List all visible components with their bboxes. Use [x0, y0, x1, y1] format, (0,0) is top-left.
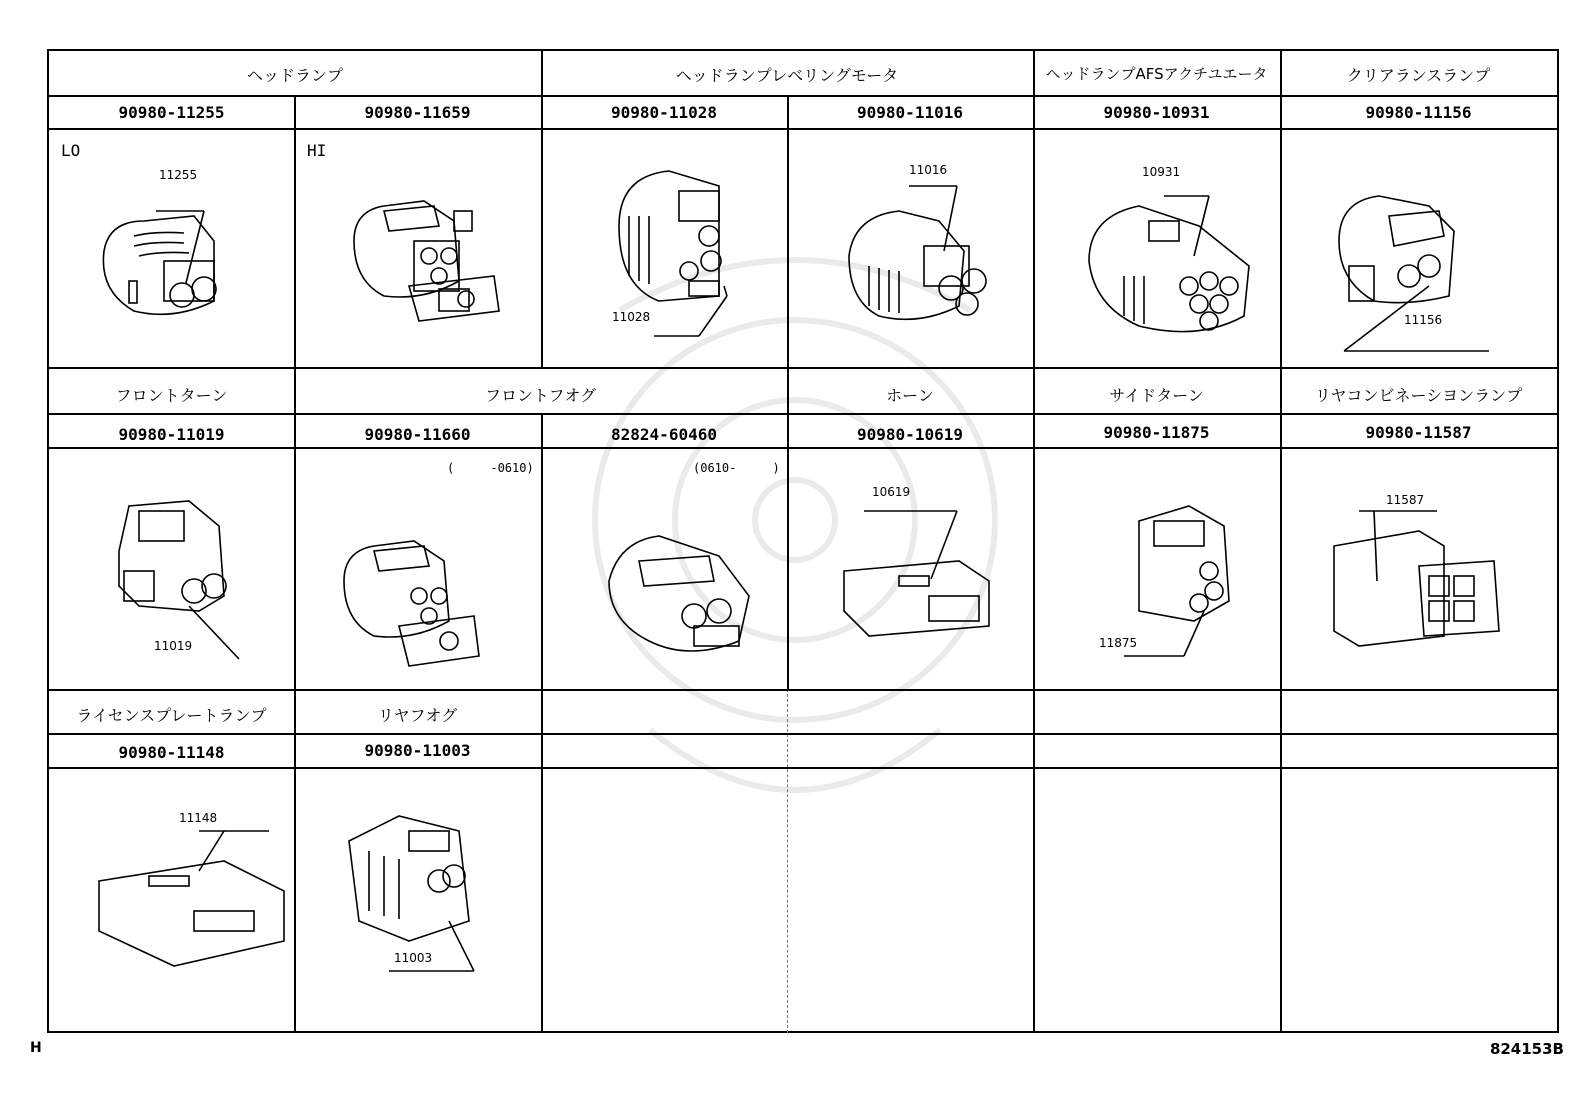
callout-10931: 10931	[1142, 165, 1181, 179]
category-front-fog: フロントフオグ	[484, 386, 597, 405]
callout-11028: 11028	[612, 310, 651, 324]
connector-11003-drawing	[339, 801, 529, 981]
connector-82824-60460-drawing	[599, 511, 779, 681]
part-number: 90980-11016	[857, 103, 963, 122]
connector-11587-drawing	[1329, 506, 1519, 676]
figure-id: 824153B	[1489, 1040, 1564, 1058]
category-horn: ホーン	[886, 386, 934, 405]
callout-11875: 11875	[1099, 636, 1138, 650]
connector-table	[47, 49, 1559, 1033]
callout-11148: 11148	[179, 811, 218, 825]
connector-10931-drawing	[1079, 176, 1269, 346]
connector-11148-drawing	[94, 831, 294, 981]
category-side-turn: サイドターン	[1109, 386, 1204, 405]
category-rear-combination-lamp: リヤコンビネーシヨンランプ	[1314, 386, 1523, 405]
category-headlamp: ヘッドランプ	[246, 66, 343, 85]
category-leveling-motor: ヘッドランプレベリングモータ	[675, 66, 899, 85]
connector-10619-drawing	[839, 501, 1019, 651]
callout-11587: 11587	[1386, 493, 1425, 507]
hi-note: HI	[307, 141, 327, 160]
connector-11019-drawing	[109, 491, 289, 671]
corner-mark: H	[30, 1040, 42, 1056]
part-number: 90980-11028	[611, 103, 717, 122]
connector-11660-drawing	[334, 511, 514, 691]
part-number: 90980-11875	[1103, 423, 1210, 442]
part-number: 90980-11660	[364, 425, 471, 444]
part-number: 90980-11156	[1365, 103, 1472, 122]
part-number: 90980-11148	[118, 743, 225, 762]
callout-10619: 10619	[872, 485, 911, 499]
callout-11019: 11019	[154, 639, 193, 653]
connector-11016-drawing	[839, 176, 1019, 346]
part-number: 90980-10931	[1103, 103, 1210, 122]
lo-note: LO	[61, 141, 81, 160]
part-number: 90980-11659	[364, 103, 471, 122]
callout-11255: 11255	[159, 168, 198, 182]
category-afs-actuator: ヘッドランプAFSアクチユエータ	[1045, 65, 1268, 83]
part-number: 90980-10619	[857, 425, 963, 444]
connector-11659-drawing	[344, 171, 524, 351]
part-number: 90980-11587	[1365, 423, 1472, 442]
callout-11003: 11003	[394, 951, 433, 965]
part-number: 90980-11255	[118, 103, 225, 122]
callout-11156: 11156	[1404, 313, 1443, 327]
part-number: 90980-11003	[364, 741, 471, 760]
callout-11016: 11016	[909, 163, 948, 177]
date-range-from-0610: (0610- )	[693, 461, 780, 475]
category-rear-fog: リヤフオグ	[377, 706, 458, 725]
category-clearance-lamp: クリアランスランプ	[1346, 66, 1491, 85]
connector-11255-drawing	[94, 171, 274, 341]
part-number: 90980-11019	[118, 425, 225, 444]
part-number: 82824-60460	[611, 425, 717, 444]
category-license-plate-lamp: ライセンスプレートランプ	[76, 706, 267, 725]
date-range-to-0610: ( -0610)	[447, 461, 534, 475]
connector-11028-drawing	[599, 156, 779, 366]
category-front-turn: フロントターン	[115, 386, 228, 405]
